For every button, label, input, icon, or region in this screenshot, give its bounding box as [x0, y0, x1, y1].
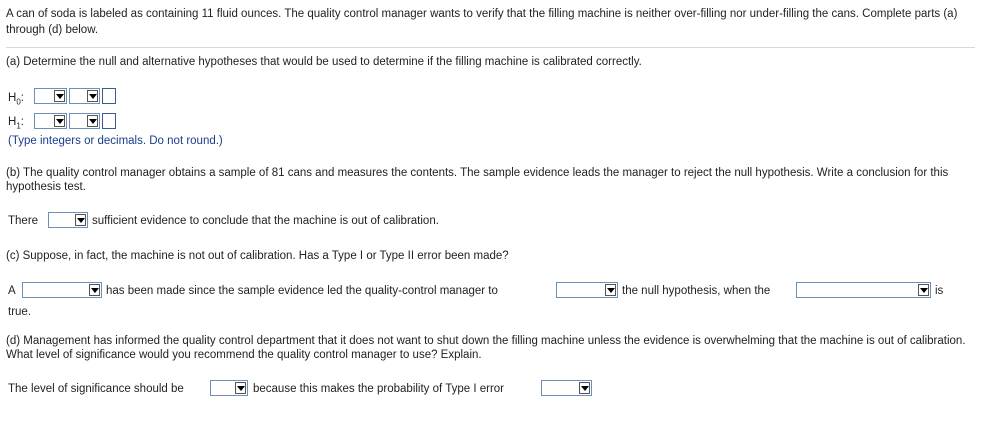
dropdown-arrow-icon — [605, 284, 616, 296]
sufficient-evidence-select[interactable] — [48, 212, 88, 228]
dropdown-arrow-icon — [918, 284, 929, 296]
h0-parameter-select[interactable] — [34, 88, 67, 104]
dropdown-arrow-icon — [87, 115, 98, 127]
dropdown-arrow-icon — [235, 382, 246, 394]
sufficient-evidence-text: sufficient evidence to conclude that the machine is out of calibration. — [92, 215, 439, 227]
error-type-select[interactable] — [22, 282, 102, 298]
h1-parameter-select[interactable] — [34, 113, 67, 129]
h0-label: $H_0$: — [8, 92, 24, 107]
because-text: because this makes the probability of Type I error — [253, 383, 505, 395]
h1-operator-select[interactable] — [69, 113, 100, 129]
dropdown-arrow-icon — [54, 90, 65, 102]
hypothesis-select[interactable] — [796, 282, 931, 298]
dropdown-arrow-icon — [54, 115, 65, 127]
part-a-hint: (Type integers or decimals. Do not round.) — [8, 135, 223, 147]
dropdown-arrow-icon — [89, 284, 100, 296]
true-text: true. — [8, 306, 32, 318]
has-been-made-text: has been made since the sample evidence led the quality-control manager to — [106, 285, 498, 297]
divider — [6, 47, 975, 48]
level-label: The level of significance should be — [8, 383, 184, 395]
significance-level-select[interactable] — [210, 380, 248, 396]
part-d-question: (d) Management has informed the quality control department that it does not want to shut down the filling machine unless the evidence is overwhelming that the machine is out of calibration. What level of significance would you recommend the quality control manager to use? Explain. — [6, 335, 966, 361]
part-b-question: (b) The quality control manager obtains a sample of 81 cans and measures the contents. The sample evidence leads the manager to reject the null hypothesis. Write a conclusion for this hypothesis test. — [6, 167, 949, 193]
h0-value-input[interactable] — [102, 88, 116, 104]
h1-label: $H_1$: — [8, 116, 24, 131]
reject-action-select[interactable] — [556, 282, 618, 298]
dropdown-arrow-icon — [87, 90, 98, 102]
dropdown-arrow-icon — [75, 214, 86, 226]
part-a-question: (a) Determine the null and alternative hypotheses that would be used to determine if the filling machine is calibrated correctly. — [6, 56, 642, 68]
probability-select[interactable] — [541, 380, 592, 396]
a-label: A — [8, 285, 16, 297]
null-when-text: the null hypothesis, when the — [622, 285, 771, 297]
part-c-question: (c) Suppose, in fact, the machine is not out of calibration. Has a Type I or Type II error been made? — [6, 250, 509, 262]
h1-value-input[interactable] — [102, 113, 116, 129]
dropdown-arrow-icon — [579, 382, 590, 394]
there-label: There — [8, 215, 39, 227]
problem-intro: A can of soda is labeled as containing 11 fluid ounces. The quality control manager wants to verify that the filling machine is neither over-filling nor under-filling the cans. Complete parts (a) through (d) below. — [6, 8, 958, 36]
is-text: is — [935, 285, 944, 297]
h0-operator-select[interactable] — [69, 88, 100, 104]
